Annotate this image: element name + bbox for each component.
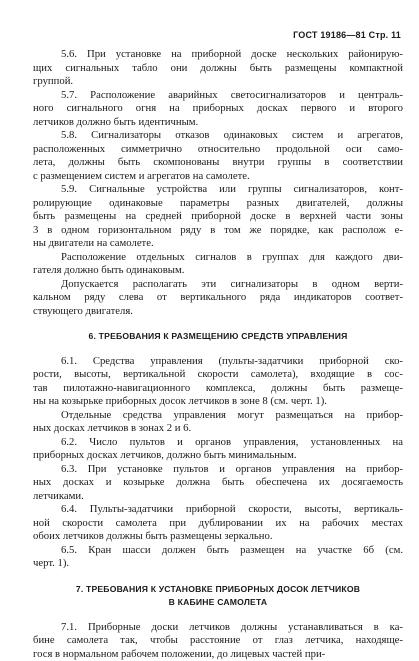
- section-6-paragraphs: [33, 355, 403, 571]
- paragraph: [33, 89, 403, 130]
- text-line: ствующего двигателя.: [33, 305, 403, 319]
- text-line: 6.4. Пульты-задатчики приборной скорости, высоты, вертикаль-: [33, 503, 403, 517]
- text-line: бине самолета так, чтобы расстояние от глаз летчика, находяще-: [33, 634, 403, 648]
- text-line: расположенных симметрично относительно продольной оси само-: [33, 143, 403, 157]
- page-content: [33, 48, 403, 661]
- text-line: 5.6. При установке на приборной доске нескольких районирую-: [33, 48, 403, 62]
- text-line: ны на козырьке приборных досок летчиков в зоне 8 (см. черт. 1).: [33, 395, 403, 409]
- paragraph: [33, 463, 403, 504]
- text-line: летчиками.: [33, 490, 403, 504]
- paragraph: [33, 48, 403, 89]
- section-6-heading: 6. ТРЕБОВАНИЯ К РАЗМЕЩЕНИЮ СРЕДСТВ УПРАВЛЕНИЯ: [33, 330, 403, 344]
- section-7-heading-line2: В КАБИНЕ САМОЛЕТА: [33, 596, 403, 610]
- section-7-paragraphs: [33, 621, 403, 661]
- page-header: ГОСТ 19186—81 Стр. 11: [293, 30, 401, 40]
- text-line: ны двигатели на самолете.: [33, 237, 403, 251]
- text-line: ной скорости самолета при дублировании их на рабочих местах: [33, 517, 403, 531]
- text-line: 6.2. Число пультов и органов управления, установленных на: [33, 436, 403, 450]
- text-line: ных досках летчиков в зонах 2 и 6.: [33, 422, 403, 436]
- text-line: гателя должно быть одинаковым.: [33, 264, 403, 278]
- paragraph: [33, 409, 403, 436]
- text-line: щих сигнальных табло они должны быть размещены компактной: [33, 62, 403, 76]
- paragraph: [33, 621, 403, 661]
- text-line: 6.5. Кран шасси должен быть размещен на участке 6б (см.: [33, 544, 403, 558]
- text-line: черт. 1).: [33, 557, 403, 571]
- paragraph: [33, 544, 403, 571]
- paragraph: [33, 436, 403, 463]
- paragraph: [33, 183, 403, 251]
- text-line: 6.3. При установке пультов и органов управления на прибор-: [33, 463, 403, 477]
- text-line: ролирующие одинаковые параметры разных двигателей, должны: [33, 197, 403, 211]
- text-line: быть размещены на средней приборной доске в верхней части зоны: [33, 210, 403, 224]
- text-line: лета, должны быть скомпонованы внутри группы в соответствии: [33, 156, 403, 170]
- text-line: летчиков должно быть идентичным.: [33, 116, 403, 130]
- text-line: группой.: [33, 75, 403, 89]
- paragraph: [33, 503, 403, 544]
- text-line: 3 в одном горизонтальном ряду в том же порядке, как располож е-: [33, 224, 403, 238]
- text-line: кальном ряду слева от вертикального ряда индикаторов соответ-: [33, 291, 403, 305]
- text-line: ных досках и козырьке должна быть обеспечена их досягаемость: [33, 476, 403, 490]
- paragraph: [33, 355, 403, 409]
- text-line: с размещением систем и агрегатов на самолете.: [33, 170, 403, 184]
- text-line: гося в нормальном рабочем положении, до лицевых частей при-: [33, 648, 403, 661]
- text-line: 6.1. Средства управления (пульты-задатчики приборной ско-: [33, 355, 403, 369]
- text-line: Допускается располагать эти сигнализаторы в одном верти-: [33, 278, 403, 292]
- text-line: 5.8. Сигнализаторы отказов одинаковых систем и агрегатов,: [33, 129, 403, 143]
- text-line: 5.7. Расположение аварийных светосигнализаторов и централь-: [33, 89, 403, 103]
- section-5-paragraphs: [33, 48, 403, 318]
- text-line: 7.1. Приборные доски летчиков должны устанавливаться в ка-: [33, 621, 403, 635]
- text-line: 5.9. Сигнальные устройства или группы сигнализаторов, конт-: [33, 183, 403, 197]
- paragraph: [33, 278, 403, 319]
- paragraph: [33, 129, 403, 183]
- text-line: ного сигнального огня на приборных досках первого и второго: [33, 102, 403, 116]
- section-7-heading-line1: 7. ТРЕБОВАНИЯ К УСТАНОВКЕ ПРИБОРНЫХ ДОСОК ЛЕТЧИКОВ: [33, 583, 403, 597]
- text-line: приборных досках летчиков, должно быть минимальным.: [33, 449, 403, 463]
- text-line: рости, высоты, вертикальной скорости самолета), входящие в сос-: [33, 368, 403, 382]
- text-line: обоих летчиков должны быть размещены зеркально.: [33, 530, 403, 544]
- paragraph: [33, 251, 403, 278]
- text-line: Отдельные средства управления могут размещаться на прибор-: [33, 409, 403, 423]
- text-line: Расположение отдельных сигналов в группах для каждого дви-: [33, 251, 403, 265]
- text-line: тав пилотажно-навигационного комплекса, должны быть размеще-: [33, 382, 403, 396]
